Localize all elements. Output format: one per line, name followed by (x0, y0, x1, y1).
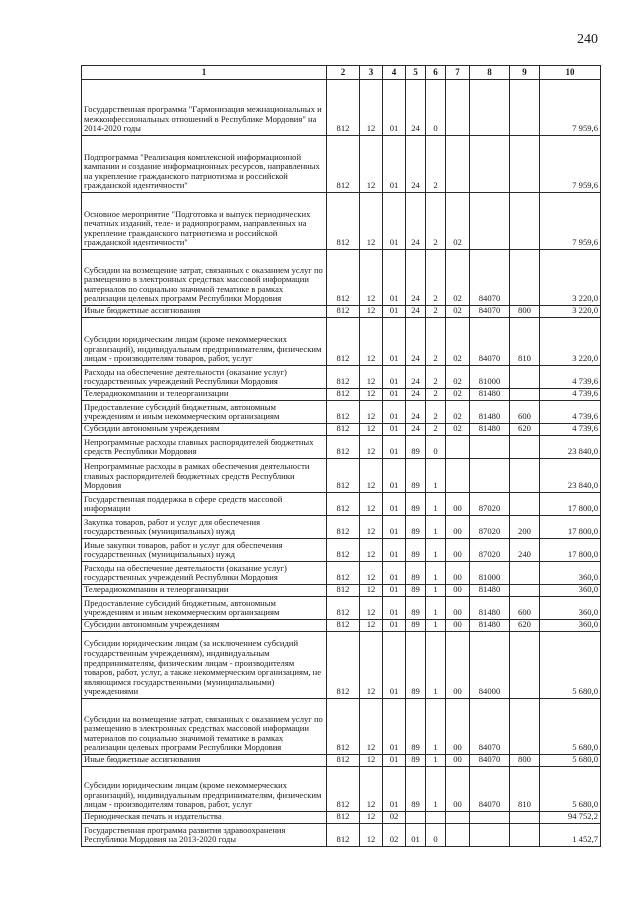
amount-cell: 4 739,6 (540, 389, 601, 401)
ministry-code-cell: 812 (327, 136, 360, 193)
expense-type-code-cell (510, 80, 540, 136)
ministry-code-cell: 812 (327, 424, 360, 436)
activity-code-cell: 00 (446, 767, 470, 812)
activity-code-cell: 02 (446, 401, 470, 424)
activity-code-cell: 02 (446, 193, 470, 250)
ministry-code-cell: 812 (327, 318, 360, 366)
program-code-cell: 89 (406, 597, 426, 620)
expense-type-code-cell (510, 493, 540, 516)
subsection-code-cell: 01 (383, 459, 406, 493)
row-name-cell: Субсидии на возмещение затрат, связанных с оказанием услуг по размещению в электронных средствах массовой информации материалов по социально значимой тематике в рамках реализации целевых программ Республики Мордовия (82, 699, 327, 755)
row-name-cell: Субсидии юридическим лицам (кроме некоммерческих организаций), индивидуальным предпринимателям, физическим лицам - производителям товаров, работ, услуг (82, 767, 327, 812)
subprogram-code-cell: 1 (426, 699, 446, 755)
amount-cell: 360,0 (540, 585, 601, 597)
subsection-code-cell: 01 (383, 699, 406, 755)
expense-type-code-cell: 800 (510, 306, 540, 318)
section-code-cell: 12 (360, 632, 383, 699)
section-code-cell: 12 (360, 824, 383, 847)
table-row (82, 632, 601, 699)
activity-code-cell (446, 136, 470, 193)
program-code-cell: 89 (406, 493, 426, 516)
ministry-code-cell: 812 (327, 755, 360, 767)
section-code-cell: 12 (360, 620, 383, 632)
expense-type-code-cell (510, 366, 540, 389)
expense-type-code-cell (510, 459, 540, 493)
ministry-code-cell: 812 (327, 699, 360, 755)
expense-type-code-cell (510, 250, 540, 306)
amount-cell: 1 452,7 (540, 824, 601, 847)
row-name-cell: Субсидии автономным учреждениям (82, 620, 327, 632)
amount-cell: 7 959,6 (540, 136, 601, 193)
section-code-cell: 12 (360, 366, 383, 389)
expense-type-code-cell (510, 136, 540, 193)
program-code-cell: 24 (406, 318, 426, 366)
expense-type-code-cell: 200 (510, 516, 540, 539)
expense-direction-code-cell: 81480 (470, 389, 510, 401)
subprogram-code-cell: 1 (426, 539, 446, 562)
ministry-code-cell: 812 (327, 80, 360, 136)
section-code-cell: 12 (360, 755, 383, 767)
program-code-cell: 89 (406, 539, 426, 562)
budget-table (81, 65, 601, 847)
subsection-code-cell: 01 (383, 424, 406, 436)
ministry-code-cell: 812 (327, 562, 360, 585)
subsection-code-cell: 01 (383, 585, 406, 597)
subsection-code-cell: 01 (383, 767, 406, 812)
subsection-code-cell: 01 (383, 193, 406, 250)
expense-type-code-cell (510, 585, 540, 597)
expense-direction-code-cell: 84070 (470, 306, 510, 318)
column-header: 7 (446, 66, 470, 80)
table-row (82, 562, 601, 585)
program-code-cell: 89 (406, 562, 426, 585)
subsection-code-cell: 01 (383, 516, 406, 539)
section-code-cell: 12 (360, 585, 383, 597)
column-header: 8 (470, 66, 510, 80)
activity-code-cell (446, 812, 470, 824)
activity-code-cell (446, 80, 470, 136)
expense-type-code-cell: 800 (510, 755, 540, 767)
table-row (82, 539, 601, 562)
ministry-code-cell: 812 (327, 632, 360, 699)
expense-type-code-cell: 600 (510, 401, 540, 424)
section-code-cell: 12 (360, 250, 383, 306)
row-name-cell: Иные бюджетные ассигнования (82, 306, 327, 318)
subsection-code-cell: 01 (383, 539, 406, 562)
column-header: 3 (360, 66, 383, 80)
program-code-cell: 89 (406, 767, 426, 812)
program-code-cell: 24 (406, 80, 426, 136)
program-code-cell: 89 (406, 755, 426, 767)
table-row (82, 318, 601, 366)
subsection-code-cell: 02 (383, 824, 406, 847)
expense-type-code-cell (510, 562, 540, 585)
amount-cell: 4 739,6 (540, 424, 601, 436)
section-code-cell: 12 (360, 136, 383, 193)
row-name-cell: Основное мероприятие "Подготовка и выпуск периодических печатных изданий, теле- и радиопрограмм, направленных на укрепление гражданского патриотизма и российской гражданской идентичности" (82, 193, 327, 250)
expense-direction-code-cell (470, 136, 510, 193)
column-header: 6 (426, 66, 446, 80)
table-row (82, 767, 601, 812)
expense-direction-code-cell (470, 812, 510, 824)
amount-cell: 23 840,0 (540, 459, 601, 493)
ministry-code-cell: 812 (327, 306, 360, 318)
subsection-code-cell: 01 (383, 755, 406, 767)
table-row (82, 401, 601, 424)
table-row (82, 493, 601, 516)
program-code-cell: 89 (406, 436, 426, 459)
table-row (82, 459, 601, 493)
activity-code-cell: 00 (446, 755, 470, 767)
column-header: 2 (327, 66, 360, 80)
subprogram-code-cell: 1 (426, 632, 446, 699)
table-row (82, 597, 601, 620)
subprogram-code-cell: 2 (426, 250, 446, 306)
subsection-code-cell: 01 (383, 562, 406, 585)
expense-type-code-cell (510, 193, 540, 250)
expense-direction-code-cell: 81000 (470, 562, 510, 585)
amount-cell: 4 739,6 (540, 366, 601, 389)
activity-code-cell: 02 (446, 366, 470, 389)
program-code-cell: 24 (406, 250, 426, 306)
ministry-code-cell: 812 (327, 539, 360, 562)
subprogram-code-cell: 0 (426, 436, 446, 459)
amount-cell: 360,0 (540, 597, 601, 620)
expense-direction-code-cell: 87020 (470, 516, 510, 539)
amount-cell: 4 739,6 (540, 401, 601, 424)
subprogram-code-cell: 2 (426, 401, 446, 424)
subsection-code-cell: 01 (383, 306, 406, 318)
activity-code-cell: 02 (446, 250, 470, 306)
subprogram-code-cell (426, 812, 446, 824)
section-code-cell: 12 (360, 562, 383, 585)
table-row (82, 755, 601, 767)
amount-cell: 5 680,0 (540, 632, 601, 699)
amount-cell: 5 680,0 (540, 755, 601, 767)
row-name-cell: Иные закупки товаров, работ и услуг для обеспечения государственных (муниципальных) нужд (82, 539, 327, 562)
subsection-code-cell: 01 (383, 136, 406, 193)
subsection-code-cell: 01 (383, 80, 406, 136)
expense-direction-code-cell (470, 824, 510, 847)
expense-direction-code-cell: 81480 (470, 597, 510, 620)
expense-type-code-cell: 600 (510, 597, 540, 620)
expense-direction-code-cell: 87020 (470, 493, 510, 516)
section-code-cell: 12 (360, 459, 383, 493)
activity-code-cell: 02 (446, 306, 470, 318)
section-code-cell: 12 (360, 539, 383, 562)
subprogram-code-cell: 2 (426, 424, 446, 436)
ministry-code-cell: 812 (327, 436, 360, 459)
expense-direction-code-cell (470, 80, 510, 136)
activity-code-cell: 00 (446, 585, 470, 597)
table-row (82, 620, 601, 632)
ministry-code-cell: 812 (327, 459, 360, 493)
subprogram-code-cell: 1 (426, 585, 446, 597)
activity-code-cell: 00 (446, 562, 470, 585)
expense-direction-code-cell: 84070 (470, 767, 510, 812)
section-code-cell: 12 (360, 193, 383, 250)
subprogram-code-cell: 1 (426, 620, 446, 632)
activity-code-cell (446, 459, 470, 493)
row-name-cell: Закупка товаров, работ и услуг для обеспечения государственных (муниципальных) нужд (82, 516, 327, 539)
subsection-code-cell: 01 (383, 389, 406, 401)
subprogram-code-cell: 2 (426, 193, 446, 250)
section-code-cell: 12 (360, 401, 383, 424)
table-row (82, 80, 601, 136)
table-row (82, 366, 601, 389)
subsection-code-cell: 01 (383, 597, 406, 620)
subprogram-code-cell: 1 (426, 516, 446, 539)
subprogram-code-cell: 1 (426, 755, 446, 767)
program-code-cell: 01 (406, 824, 426, 847)
expense-direction-code-cell: 81000 (470, 366, 510, 389)
expense-type-code-cell (510, 824, 540, 847)
subprogram-code-cell: 2 (426, 136, 446, 193)
table-row (82, 699, 601, 755)
table-row (82, 250, 601, 306)
amount-cell: 360,0 (540, 620, 601, 632)
expense-direction-code-cell: 87020 (470, 539, 510, 562)
ministry-code-cell: 812 (327, 620, 360, 632)
expense-direction-code-cell: 81480 (470, 585, 510, 597)
section-code-cell: 12 (360, 493, 383, 516)
ministry-code-cell: 812 (327, 812, 360, 824)
column-header: 5 (406, 66, 426, 80)
row-name-cell: Государственная программа "Гармонизация межнациональных и межконфессиональных отношений в Республике Мордовия" на 2014-2020 годы (82, 80, 327, 136)
table-row (82, 306, 601, 318)
row-name-cell: Непрограммные расходы главных распорядителей бюджетных средств Республики Мордовия (82, 436, 327, 459)
table-row (82, 424, 601, 436)
expense-direction-code-cell: 84070 (470, 318, 510, 366)
program-code-cell: 24 (406, 136, 426, 193)
column-header: 10 (540, 66, 601, 80)
amount-cell: 5 680,0 (540, 699, 601, 755)
page-number: 240 (577, 32, 598, 47)
expense-type-code-cell (510, 699, 540, 755)
header-row (82, 66, 601, 80)
section-code-cell: 12 (360, 318, 383, 366)
subprogram-code-cell: 2 (426, 366, 446, 389)
activity-code-cell: 02 (446, 318, 470, 366)
expense-direction-code-cell: 84000 (470, 632, 510, 699)
amount-cell: 17 800,0 (540, 493, 601, 516)
program-code-cell: 89 (406, 516, 426, 539)
amount-cell: 3 220,0 (540, 250, 601, 306)
expense-type-code-cell: 810 (510, 318, 540, 366)
amount-cell: 7 959,6 (540, 193, 601, 250)
ministry-code-cell: 812 (327, 401, 360, 424)
expense-type-code-cell: 620 (510, 620, 540, 632)
amount-cell: 23 840,0 (540, 436, 601, 459)
subprogram-code-cell: 1 (426, 459, 446, 493)
activity-code-cell: 00 (446, 632, 470, 699)
expense-type-code-cell: 810 (510, 767, 540, 812)
section-code-cell: 12 (360, 80, 383, 136)
row-name-cell: Субсидии юридическим лицам (за исключением субсидий государственным учреждениям), индивидуальным предпринимателям, физическим лицам - производителям товаров, работ, услуг, а также некоммерческим организациям, не являющимся государственными (муниципальными) учреждениями (82, 632, 327, 699)
subsection-code-cell: 01 (383, 318, 406, 366)
activity-code-cell: 00 (446, 539, 470, 562)
ministry-code-cell: 812 (327, 193, 360, 250)
table-row (82, 193, 601, 250)
ministry-code-cell: 812 (327, 767, 360, 812)
section-code-cell: 12 (360, 424, 383, 436)
ministry-code-cell: 812 (327, 366, 360, 389)
program-code-cell: 89 (406, 632, 426, 699)
row-name-cell: Телерадиокомпании и телеорганизации (82, 585, 327, 597)
subprogram-code-cell: 0 (426, 824, 446, 847)
ministry-code-cell: 812 (327, 493, 360, 516)
subsection-code-cell: 01 (383, 401, 406, 424)
subsection-code-cell: 01 (383, 620, 406, 632)
program-code-cell: 24 (406, 193, 426, 250)
column-header: 4 (383, 66, 406, 80)
table-row (82, 812, 601, 824)
amount-cell: 3 220,0 (540, 318, 601, 366)
activity-code-cell: 00 (446, 493, 470, 516)
activity-code-cell (446, 436, 470, 459)
subprogram-code-cell: 2 (426, 389, 446, 401)
subprogram-code-cell: 2 (426, 306, 446, 318)
expense-type-code-cell (510, 436, 540, 459)
program-code-cell: 24 (406, 401, 426, 424)
row-name-cell: Государственная поддержка в сфере средств массовой информации (82, 493, 327, 516)
program-code-cell (406, 812, 426, 824)
row-name-cell: Субсидии на возмещение затрат, связанных с оказанием услуг по размещению в электронных средствах массовой информации материалов по социально значимой тематике в рамках реализации целевых программ Республики Мордовия (82, 250, 327, 306)
table-row (82, 824, 601, 847)
expense-type-code-cell (510, 812, 540, 824)
expense-direction-code-cell: 81480 (470, 620, 510, 632)
amount-cell: 7 959,6 (540, 80, 601, 136)
expense-type-code-cell: 620 (510, 424, 540, 436)
row-name-cell: Телерадиокомпании и телеорганизации (82, 389, 327, 401)
expense-direction-code-cell: 84070 (470, 699, 510, 755)
table-row (82, 436, 601, 459)
program-code-cell: 24 (406, 389, 426, 401)
section-code-cell: 12 (360, 597, 383, 620)
program-code-cell: 24 (406, 306, 426, 318)
subprogram-code-cell: 1 (426, 493, 446, 516)
row-name-cell: Субсидии юридическим лицам (кроме некоммерческих организаций), индивидуальным предпринимателям, физическим лицам - производителям товаров, работ, услуг (82, 318, 327, 366)
amount-cell: 17 800,0 (540, 539, 601, 562)
expense-direction-code-cell: 84070 (470, 755, 510, 767)
table-row (82, 136, 601, 193)
subprogram-code-cell: 1 (426, 597, 446, 620)
subprogram-code-cell: 0 (426, 80, 446, 136)
activity-code-cell: 02 (446, 424, 470, 436)
ministry-code-cell: 812 (327, 597, 360, 620)
amount-cell: 17 800,0 (540, 516, 601, 539)
activity-code-cell: 00 (446, 620, 470, 632)
activity-code-cell: 02 (446, 389, 470, 401)
row-name-cell: Субсидии автономным учреждениям (82, 424, 327, 436)
expense-direction-code-cell (470, 193, 510, 250)
section-code-cell: 12 (360, 516, 383, 539)
section-code-cell: 12 (360, 436, 383, 459)
program-code-cell: 24 (406, 424, 426, 436)
amount-cell: 94 752,2 (540, 812, 601, 824)
expense-type-code-cell (510, 389, 540, 401)
table-row (82, 585, 601, 597)
activity-code-cell: 00 (446, 597, 470, 620)
activity-code-cell (446, 824, 470, 847)
activity-code-cell: 00 (446, 516, 470, 539)
ministry-code-cell: 812 (327, 250, 360, 306)
amount-cell: 360,0 (540, 562, 601, 585)
row-name-cell: Расходы на обеспечение деятельности (оказание услуг) государственных учреждений Республики Мордовия (82, 562, 327, 585)
subprogram-code-cell: 2 (426, 318, 446, 366)
ministry-code-cell: 812 (327, 389, 360, 401)
ministry-code-cell: 812 (327, 824, 360, 847)
expense-direction-code-cell: 81480 (470, 401, 510, 424)
section-code-cell: 12 (360, 306, 383, 318)
program-code-cell: 89 (406, 620, 426, 632)
subsection-code-cell: 01 (383, 250, 406, 306)
expense-type-code-cell (510, 632, 540, 699)
expense-direction-code-cell (470, 459, 510, 493)
activity-code-cell: 00 (446, 699, 470, 755)
section-code-cell: 12 (360, 389, 383, 401)
section-code-cell: 12 (360, 812, 383, 824)
row-name-cell: Государственная программа развития здравоохранения Республики Мордовия на 2013-2020 годы (82, 824, 327, 847)
ministry-code-cell: 812 (327, 516, 360, 539)
subsection-code-cell: 01 (383, 493, 406, 516)
section-code-cell: 12 (360, 699, 383, 755)
amount-cell: 5 680,0 (540, 767, 601, 812)
expense-direction-code-cell: 81480 (470, 424, 510, 436)
program-code-cell: 89 (406, 585, 426, 597)
column-header: 9 (510, 66, 540, 80)
subsection-code-cell: 01 (383, 366, 406, 389)
program-code-cell: 89 (406, 699, 426, 755)
row-name-cell: Подпрограмма "Реализация комплексной информационной кампании и создание информационных ресурсов, направленных на укрепление гражданского патриотизма и российской гражданской идентичности" (82, 136, 327, 193)
row-name-cell: Предоставление субсидий бюджетным, автономным учреждениям и иным некоммерческим организациям (82, 401, 327, 424)
table-row (82, 516, 601, 539)
expense-direction-code-cell (470, 436, 510, 459)
program-code-cell: 24 (406, 366, 426, 389)
subsection-code-cell: 02 (383, 812, 406, 824)
ministry-code-cell: 812 (327, 585, 360, 597)
row-name-cell: Периодическая печать и издательства (82, 812, 327, 824)
expense-direction-code-cell: 84070 (470, 250, 510, 306)
row-name-cell: Расходы на обеспечение деятельности (оказание услуг) государственных учреждений Республики Мордовия (82, 366, 327, 389)
table-row (82, 389, 601, 401)
subsection-code-cell: 01 (383, 436, 406, 459)
row-name-cell: Непрограммные расходы в рамках обеспечения деятельности главных распорядителей бюджетных средств Республики Мордовия (82, 459, 327, 493)
expense-type-code-cell: 240 (510, 539, 540, 562)
amount-cell: 3 220,0 (540, 306, 601, 318)
section-code-cell: 12 (360, 767, 383, 812)
subprogram-code-cell: 1 (426, 562, 446, 585)
row-name-cell: Иные бюджетные ассигнования (82, 755, 327, 767)
column-header: 1 (82, 66, 327, 80)
row-name-cell: Предоставление субсидий бюджетным, автономным учреждениям и иным некоммерческим организациям (82, 597, 327, 620)
subprogram-code-cell: 1 (426, 767, 446, 812)
program-code-cell: 89 (406, 459, 426, 493)
subsection-code-cell: 01 (383, 632, 406, 699)
